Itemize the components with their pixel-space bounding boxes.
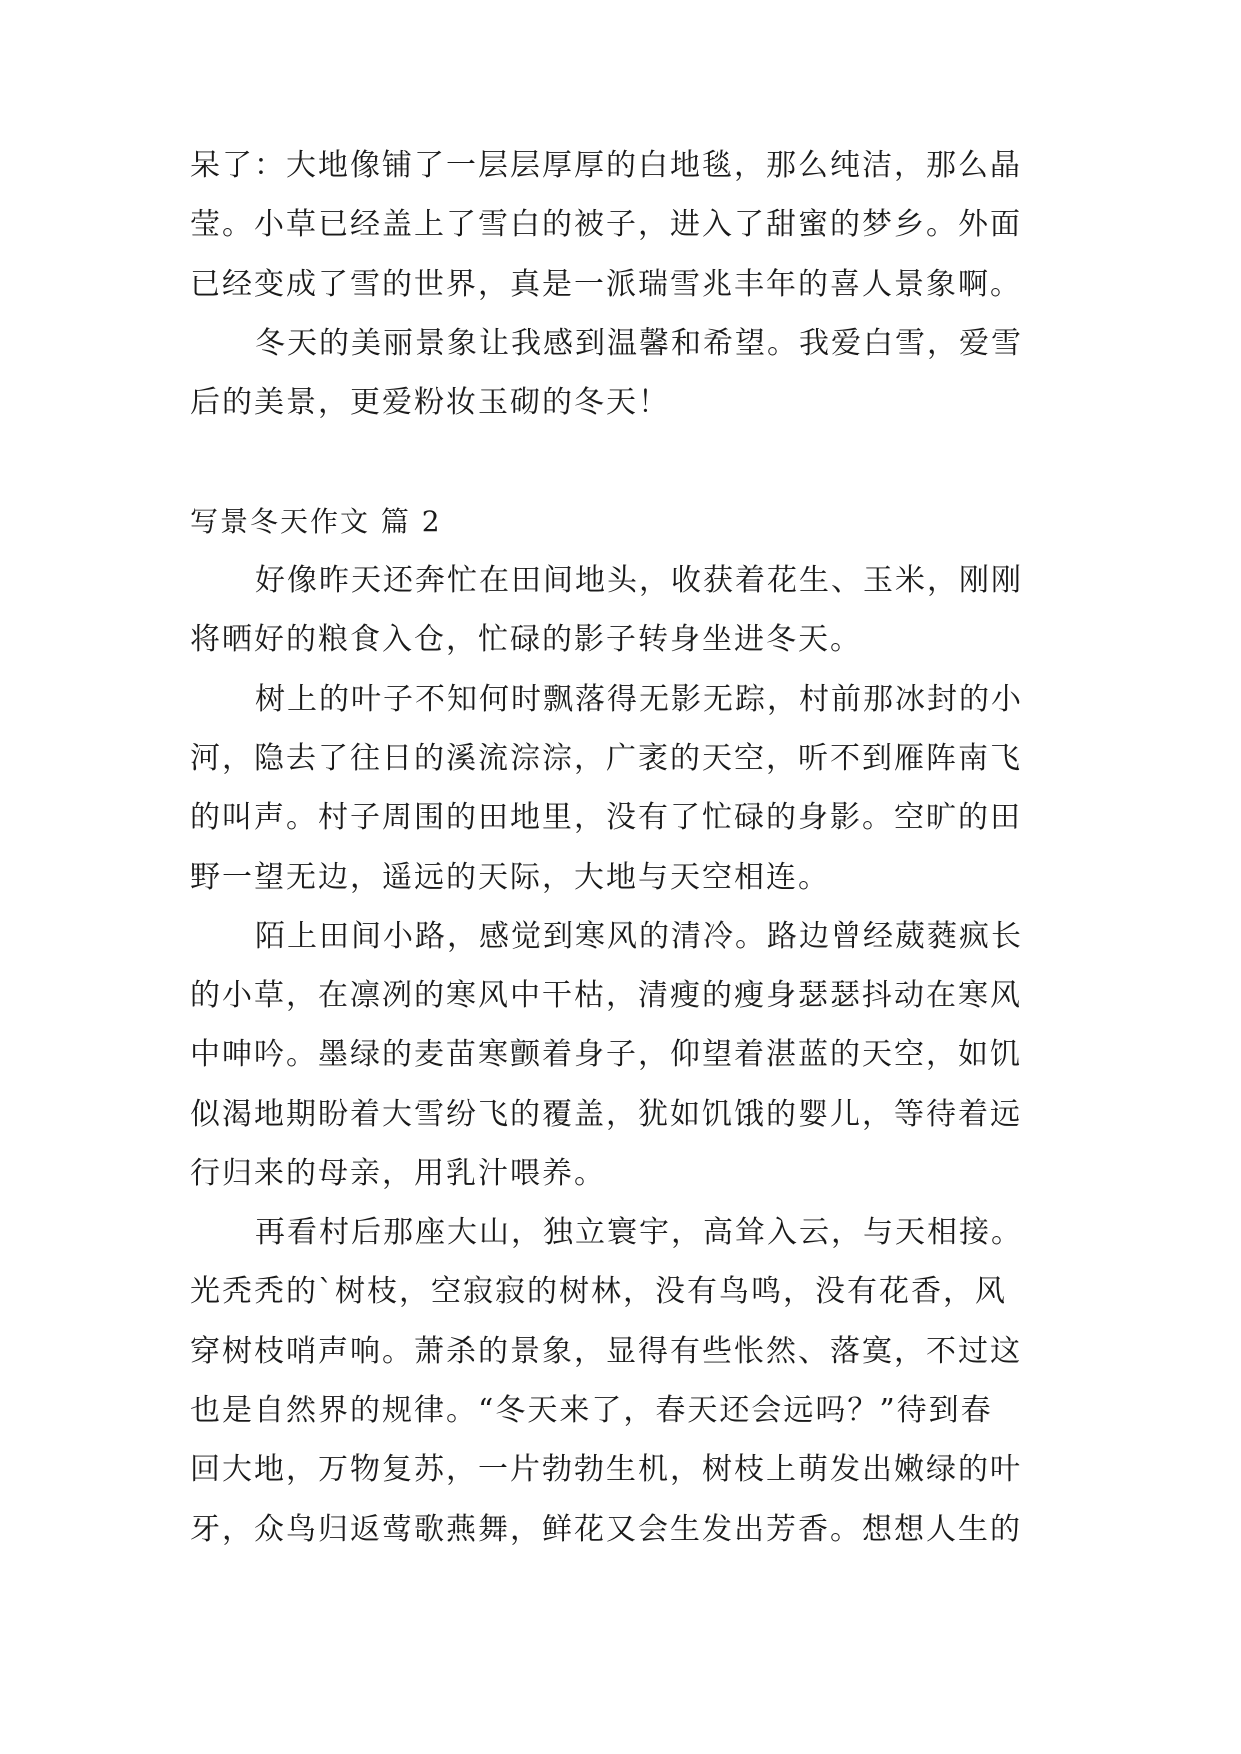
- text-line: 光秃秃的`树枝，空寂寂的树林，没有鸟鸣，没有花香，风: [190, 1274, 1007, 1309]
- text-line: 后的美景，更爱粉妆玉砌的冬天！: [190, 385, 670, 420]
- paragraph-first-line: 冬天的美丽景象让我感到温馨和希望。我爱白雪，爱雪: [255, 326, 1023, 361]
- text-line: 似渴地期盼着大雪纷飞的覆盖，犹如饥饿的婴儿，等待着远: [190, 1097, 1022, 1132]
- text-line: 已经变成了雪的世界，真是一派瑞雪兆丰年的喜人景象啊。: [190, 267, 1022, 302]
- text-line: 将晒好的粮食入仓，忙碌的影子转身坐进冬天。: [190, 622, 862, 657]
- text-line: 的叫声。村子周围的田地里，没有了忙碌的身影。空旷的田: [190, 800, 1022, 835]
- text-line: 行归来的母亲，用乳汁喂养。: [190, 1156, 606, 1191]
- text-line: 中呻吟。墨绿的麦苗寒颤着身子，仰望着湛蓝的天空，如饥: [190, 1037, 1022, 1072]
- text-line: 也是自然界的规律。“冬天来了，春天还会远吗？”待到春: [190, 1393, 993, 1428]
- text-line: 牙，众鸟归返莺歌燕舞，鲜花又会生发出芳香。想想人生的: [190, 1512, 1022, 1547]
- paragraph-first-line: 好像昨天还奔忙在田间地头，收获着花生、玉米，刚刚: [255, 563, 1023, 598]
- text-line: 回大地，万物复苏，一片勃勃生机，树枝上萌发出嫩绿的叶: [190, 1452, 1022, 1487]
- text-line: 野一望无边，遥远的天际，大地与天空相连。: [190, 860, 830, 895]
- paragraph-first-line: 再看村后那座大山，独立寰宇，高耸入云，与天相接。: [255, 1215, 1023, 1250]
- text-line: 穿树枝哨声响。萧杀的景象，显得有些怅然、落寞，不过这: [190, 1334, 1022, 1369]
- paragraph-first-line: 树上的叶子不知何时飘落得无影无踪，村前那冰封的小: [255, 682, 1023, 717]
- text-line: 河，隐去了往日的溪流淙淙，广袤的天空，听不到雁阵南飞: [190, 741, 1022, 776]
- text-line: 呆了：大地像铺了一层层厚厚的白地毯，那么纯洁，那么晶: [190, 148, 1022, 183]
- paragraph-first-line: 陌上田间小路，感觉到寒风的清冷。路边曾经葳蕤疯长: [255, 919, 1023, 954]
- section-heading: 写景冬天作文 篇 2: [190, 505, 442, 538]
- text-line: 莹。小草已经盖上了雪白的被子，进入了甜蜜的梦乡。外面: [190, 207, 1022, 242]
- text-line: 的小草，在凛冽的寒风中干枯，清瘦的瘦身瑟瑟抖动在寒风: [190, 978, 1022, 1013]
